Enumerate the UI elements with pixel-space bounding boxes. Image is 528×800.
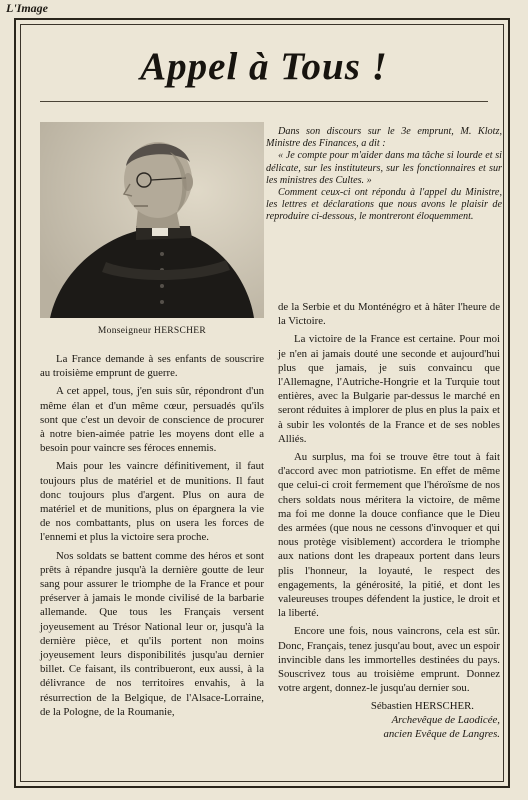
right-column [278, 300, 500, 741]
masthead: L'Image [6, 1, 48, 15]
body-paragraph: Encore une fois, nous vaincrons, cela est sûr. Donc, Français, tenez jusqu'au bout, avec un espoir invincible dans les immortelles destinées du pays. Souscrivez tous au troisième emprunt. Donnez votre argent, donnez-le jusqu'au dernier sou. [278, 625, 500, 695]
intro-paragraph: « Je compte pour m'aider dans ma tâche si lourde et si délicate, sur les instituteurs, sur les fonctionnaires et sur les ministres des Cultes. » [266, 150, 502, 186]
body-paragraph: La France demande à ses enfants de souscrire au troisième emprunt de guerre. [40, 353, 264, 380]
signature-title-1: Archevêque de Laodicée, [391, 714, 500, 727]
signature-title-2: ancien Evêque de Langres. [383, 728, 500, 741]
portrait-caption [40, 326, 264, 336]
intro-paragraph: Dans son discours sur le 3e emprunt, M. Klotz, Ministre des Finances, a dit : [266, 126, 502, 150]
body-paragraph: Nos soldats se battent comme des héros et sont prêts à répandre jusqu'à la dernière goutte de leur sang pour assurer le triomphe de la France et pour préserver à jamais le monde civilisé de la barbarie allemande. Que tous les Français versent joyeusement au Trésor National leur or, jusqu'à la dernière pièce, et qu'ils portent non moins joyeusement leurs disponibilités jusqu'au dernier billet. Ce faisant, ils contribueront, eux aussi, à la délivrance de nos territoires envahis, à la résurrection de la Belgique, de l'Alsace-Lorraine, de la Pologne, de la Roumanie, [40, 549, 264, 718]
caption-name: HERSCHER [154, 326, 207, 336]
portrait-photo [40, 122, 264, 318]
body-paragraph: Au surplus, ma foi se trouve être tout à fait d'accord avec mon patriotisme. En effet de même que celui-ci croit fermement que l'héroïsme de nos chers soldats nous méritera la victoire, de même ma foi me donne la douce confiance que le Dieu des armées (que nous ne cessons d'invoquer et qui nous protège visiblement) accordera le triomphe aux nations dont les drapeaux portent dans leurs plis l'honneur, la loyauté, le respect des engagements, la générosité, la pitié, et dont les valeureuses troupes défendent la justice, le droit et la liberté. [278, 451, 500, 620]
title-divider [40, 101, 488, 102]
intro-paragraph: Comment ceux-ci ont répondu à l'appel du Ministre, les lettres et déclarations que nous avons le plaisir de reproduire ci-dessous, le montreront éloquemment. [266, 187, 502, 223]
body-paragraph: Mais pour les vaincre définitivement, il faut toujours plus de matériel et de munitions. Il faut donc toujours plus d'argent. Plus on aura de matériel et de munitions, plus on épargnera la vie de nos combattants, plus on usera les forces de l'ennemi et plus la victoire sera proche. [40, 460, 264, 544]
body-paragraph: La victoire de la France est certaine. Pour moi je n'en ai jamais douté une seconde et aujourd'hui plus que jamais, je suis convaincu que l'Allemagne, l'Autriche-Hongrie et la Turquie tout entières, avec la Bulgarie par-dessus le marché en seront réduites à implorer de plus en plus la paix et à subir les volontés de la France et de ses nobles Alliés. [278, 333, 500, 445]
signature-block [278, 699, 500, 741]
body-paragraph: de la Serbie et du Monténégro et à hâter l'heure de la Victoire. [278, 301, 500, 328]
body-paragraph: A cet appel, tous, j'en suis sûr, répondront d'un même élan et d'un même cœur, persuadés qu'ils sont que c'est un devoir de conscience de procurer à notre bien-aimée patrie les moyens dont elle a besoin pour vaincre ses féroces ennemis. [40, 385, 264, 455]
left-column [40, 352, 264, 723]
signature-last-name: HERSCHER. [414, 700, 474, 713]
intro-block [266, 126, 502, 224]
article-title: Appel à Tous ! [140, 45, 388, 88]
signature-first-name: Sébastien [370, 700, 415, 713]
portrait-image [40, 122, 264, 318]
signature-name [278, 699, 500, 713]
caption-prefix: Monseigneur [97, 326, 155, 336]
